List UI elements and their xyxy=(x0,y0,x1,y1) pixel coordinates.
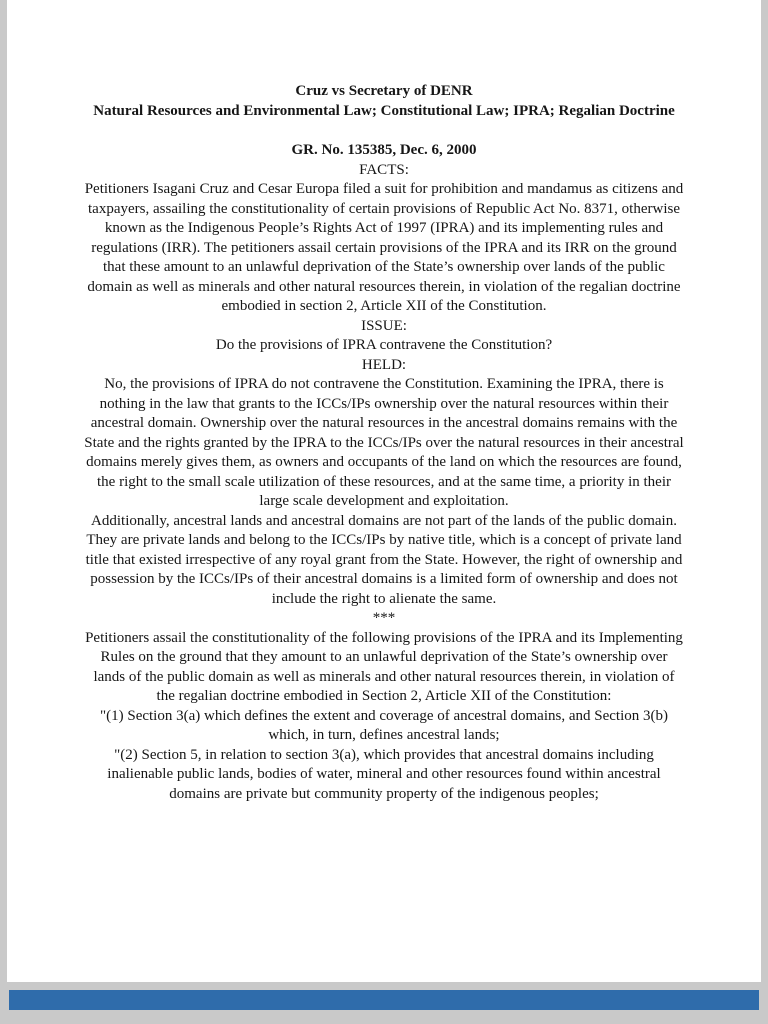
issue-paragraph: Do the provisions of IPRA contravene the Constitution? xyxy=(215,337,553,353)
issue-heading: ISSUE: xyxy=(361,317,407,334)
document-content xyxy=(7,0,761,804)
assail-paragraph: Petitioners assail the constitutionality of the following provisions of the IPRA and its Implementing Rules on the ground that they amount to an unlawful deprivation of the State’s ownership over lands of the public domain as well as minerals and other natural resources therein, in violation of the regalian doctrine embodied in Section 2, Article XII of the Constitution: xyxy=(85,629,683,704)
next-page-edge xyxy=(9,990,759,1010)
facts-paragraph: Petitioners Isagani Cruz and Cesar Europa filed a suit for prohibition and mandamus as citizens and taxpayers, assailing the constitutionality of certain provisions of Republic Act No. 8371, otherwise known as the Indigenous People’s Rights Act of 1997 (IPRA) and its implementing rules and regulations (IRR). The petitioners assail certain provisions of the IPRA and its IRR on the ground that these amount to an unlawful deprivation of the State’s ownership over lands of the public domain as well as minerals and other natural resources therein, in violation of the regalian doctrine embodied in section 2, Article XII of the Constitution. xyxy=(84,181,684,314)
case-citation: GR. No. 135385, Dec. 6, 2000 xyxy=(291,142,477,158)
held-paragraph-2: Additionally, ancestral lands and ancestral domains are not part of the lands of the public domain. They are private lands and belong to the ICCs/IPs by native title, which is a concept of private land title that existed irrespective of any royal grant from the State. However, the right of ownership and possession by the ICCs/IPs of their ancestral domains is a limited form of ownership and does not include the right to alienate the same. xyxy=(85,512,683,607)
held-paragraph-1: No, the provisions of IPRA do not contravene the Constitution. Examining the IPRA, there is nothing in the law that grants to the ICCs/IPs ownership over the natural resources within their ancestral domain. Ownership over the natural resources in the ancestral domains remains with the State and the rights granted by the IPRA to the ICCs/IPs over the natural resources in their ancestral domains merely gives them, as owners and occupants of the land on which the resources are found, the right to the small scale utilization of these resources, and at the same time, a priority in their large scale development and exploitation. xyxy=(84,376,684,509)
viewer-bottom-gap xyxy=(0,1010,768,1024)
case-subtitle: Natural Resources and Environmental Law; Constitutional Law; IPRA; Regalian Doctrine xyxy=(93,102,675,119)
provision-item-1: "(1) Section 3(a) which defines the extent and coverage of ancestral domains, and Section 3(b) which, in turn, defines ancestral lands; xyxy=(99,707,668,743)
section-separator: *** xyxy=(372,610,396,626)
document-page xyxy=(7,0,761,982)
held-heading: HELD: xyxy=(361,356,407,373)
case-title: Cruz vs Secretary of DENR xyxy=(295,83,473,99)
provision-item-2: "(2) Section 5, in relation to section 3(a), which provides that ancestral domains including inalienable public lands, bodies of water, mineral and other resources found within ancestral domains are private but community property of the indigenous peoples; xyxy=(107,746,661,802)
facts-heading: FACTS: xyxy=(359,161,409,178)
page-gap xyxy=(0,982,768,990)
